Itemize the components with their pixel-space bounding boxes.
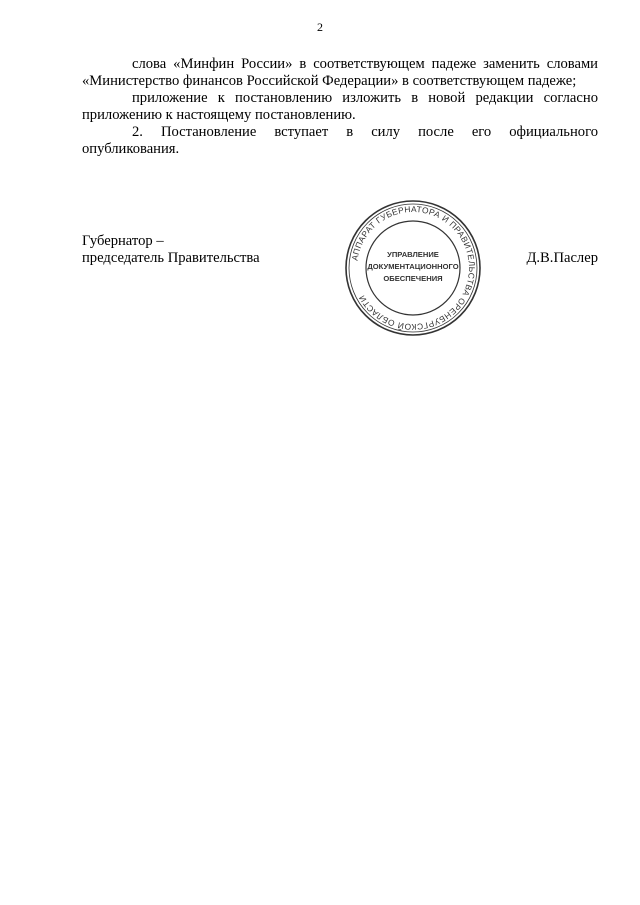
seal-inner-line3: ОБЕСПЕЧЕНИЯ (383, 274, 443, 283)
signatory-name: Д.В.Паслер (526, 250, 598, 266)
paragraph-minfin-replacement: слова «Минфин России» в соответствующем падеже заменить словами «Министерство финансов Российской Федерации» в соответствующем падеже; (82, 56, 598, 89)
seal-inner-line1: УПРАВЛЕНИЕ (387, 250, 439, 259)
signatory-title-line1: Губернатор – (82, 233, 164, 249)
document-body (82, 56, 598, 158)
paragraph-appendix: приложение к постановлению изложить в новой редакции согласно приложению к настоящему постановлению. (82, 90, 598, 123)
paragraph-effective-date-tail: опубликования. (82, 141, 180, 157)
seal-ring-text: АППАРАТ ГУБЕРНАТОРА И ПРАВИТЕЛЬСТВА ОРЕНБУРГСКОЙ ОБЛАСТИ (349, 203, 478, 333)
seal-inner-line2: ДОКУМЕНТАЦИОННОГО (367, 262, 459, 271)
page-number: 2 (317, 20, 323, 34)
signatory-title (82, 233, 260, 267)
paragraph-effective-date: 2. Постановление вступает в силу после его официального (132, 124, 598, 140)
official-seal (344, 199, 482, 337)
signatory-title-line2: председатель Правительства (82, 250, 260, 266)
